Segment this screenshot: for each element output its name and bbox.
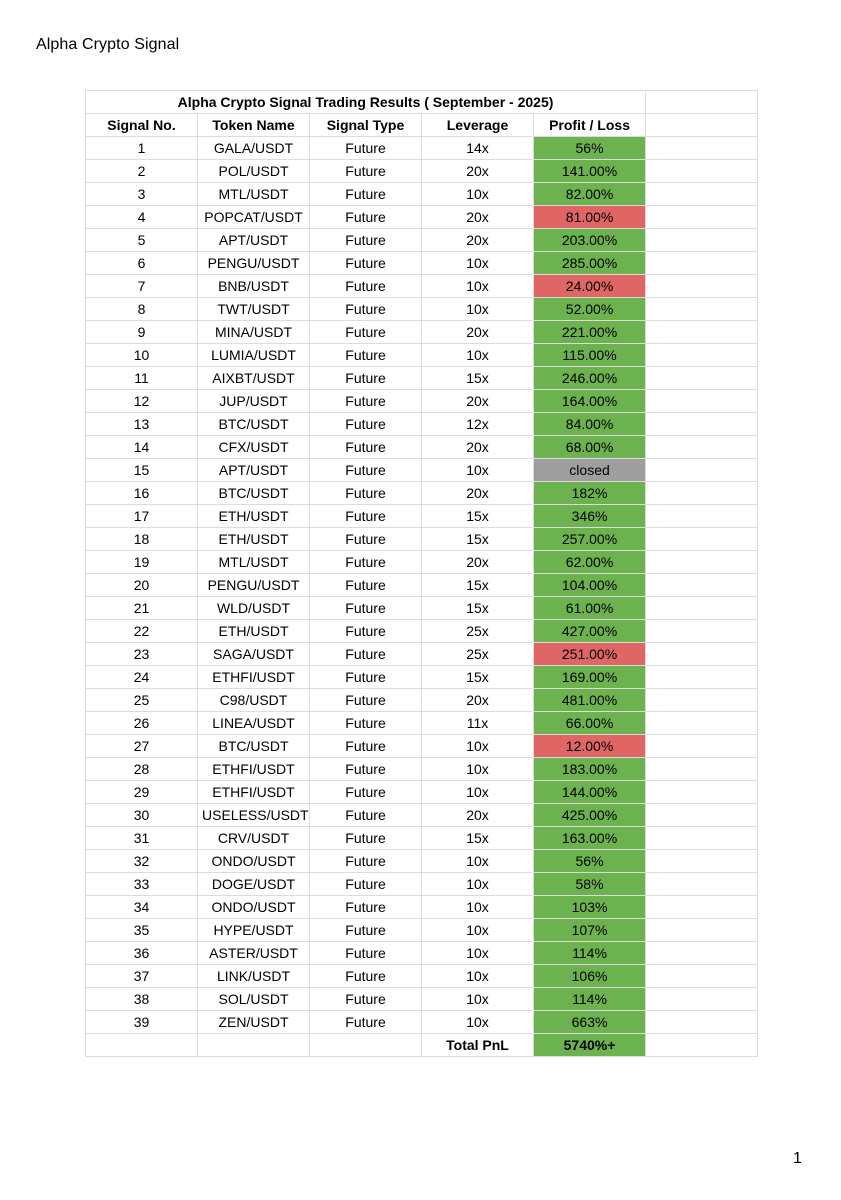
- token-name-cell: LINEA/USDT: [198, 712, 310, 735]
- empty-cell: [646, 758, 758, 781]
- signal-type-cell: Future: [310, 827, 422, 850]
- column-header-row: [86, 114, 758, 137]
- token-name-cell: CRV/USDT: [198, 827, 310, 850]
- profit-loss-cell: 84.00%: [534, 413, 646, 436]
- signal-no-cell: 20: [86, 574, 198, 597]
- total-pnl-label: Total PnL: [422, 1034, 534, 1057]
- leverage-cell: 10x: [422, 183, 534, 206]
- table-row: [86, 712, 758, 735]
- profit-loss-cell: 141.00%: [534, 160, 646, 183]
- signal-no-cell: 10: [86, 344, 198, 367]
- empty-cell: [646, 781, 758, 804]
- empty-cell: [646, 275, 758, 298]
- profit-loss-cell: 246.00%: [534, 367, 646, 390]
- empty-cell: [646, 137, 758, 160]
- signal-type-cell: Future: [310, 413, 422, 436]
- table-row: [86, 1011, 758, 1034]
- leverage-cell: 10x: [422, 965, 534, 988]
- empty-cell: [646, 620, 758, 643]
- empty-cell: [646, 206, 758, 229]
- token-name-cell: SOL/USDT: [198, 988, 310, 1011]
- token-name-cell: ETH/USDT: [198, 620, 310, 643]
- empty-cell: [646, 942, 758, 965]
- table-row: [86, 344, 758, 367]
- signal-type-cell: Future: [310, 873, 422, 896]
- empty-cell: [646, 367, 758, 390]
- empty-cell: [646, 919, 758, 942]
- table-row: [86, 505, 758, 528]
- signal-no-cell: 19: [86, 551, 198, 574]
- table-row: [86, 896, 758, 919]
- signal-type-cell: Future: [310, 183, 422, 206]
- profit-loss-cell: 663%: [534, 1011, 646, 1034]
- table-row: [86, 965, 758, 988]
- token-name-cell: TWT/USDT: [198, 298, 310, 321]
- empty-cell: [646, 344, 758, 367]
- profit-loss-cell: 427.00%: [534, 620, 646, 643]
- empty-cell: [646, 666, 758, 689]
- signal-type-cell: Future: [310, 344, 422, 367]
- token-name-cell: BTC/USDT: [198, 482, 310, 505]
- empty-cell: [198, 1034, 310, 1057]
- table-row: [86, 137, 758, 160]
- leverage-cell: 10x: [422, 344, 534, 367]
- token-name-cell: BTC/USDT: [198, 413, 310, 436]
- results-table: [85, 90, 758, 1057]
- profit-loss-cell: 257.00%: [534, 528, 646, 551]
- signal-type-cell: Future: [310, 137, 422, 160]
- leverage-cell: 11x: [422, 712, 534, 735]
- profit-loss-cell: 68.00%: [534, 436, 646, 459]
- table-row: [86, 390, 758, 413]
- table-row: [86, 873, 758, 896]
- signal-no-cell: 3: [86, 183, 198, 206]
- table-row: [86, 482, 758, 505]
- signal-type-cell: Future: [310, 160, 422, 183]
- empty-cell: [646, 321, 758, 344]
- leverage-cell: 15x: [422, 528, 534, 551]
- profit-loss-cell: 114%: [534, 988, 646, 1011]
- token-name-cell: ETH/USDT: [198, 528, 310, 551]
- signal-no-cell: 12: [86, 390, 198, 413]
- column-header-signal-no: Signal No.: [86, 114, 198, 137]
- signal-type-cell: Future: [310, 758, 422, 781]
- signal-type-cell: Future: [310, 643, 422, 666]
- table-row: [86, 850, 758, 873]
- signal-type-cell: Future: [310, 942, 422, 965]
- token-name-cell: POPCAT/USDT: [198, 206, 310, 229]
- empty-cell: [646, 436, 758, 459]
- token-name-cell: ETHFI/USDT: [198, 666, 310, 689]
- leverage-cell: 20x: [422, 390, 534, 413]
- empty-cell: [310, 1034, 422, 1057]
- empty-cell: [646, 298, 758, 321]
- signal-type-cell: Future: [310, 459, 422, 482]
- signal-no-cell: 21: [86, 597, 198, 620]
- token-name-cell: MTL/USDT: [198, 183, 310, 206]
- token-name-cell: BTC/USDT: [198, 735, 310, 758]
- table-row: [86, 689, 758, 712]
- table-row: [86, 298, 758, 321]
- profit-loss-cell: 114%: [534, 942, 646, 965]
- signal-no-cell: 6: [86, 252, 198, 275]
- leverage-cell: 15x: [422, 666, 534, 689]
- signal-type-cell: Future: [310, 988, 422, 1011]
- table-row: [86, 643, 758, 666]
- empty-cell: [646, 988, 758, 1011]
- signal-no-cell: 31: [86, 827, 198, 850]
- signal-type-cell: Future: [310, 735, 422, 758]
- leverage-cell: 10x: [422, 758, 534, 781]
- table-row: [86, 459, 758, 482]
- signal-no-cell: 24: [86, 666, 198, 689]
- token-name-cell: DOGE/USDT: [198, 873, 310, 896]
- column-header-token-name: Token Name: [198, 114, 310, 137]
- table-row: [86, 919, 758, 942]
- leverage-cell: 15x: [422, 827, 534, 850]
- profit-loss-cell: 58%: [534, 873, 646, 896]
- signal-no-cell: 35: [86, 919, 198, 942]
- signal-no-cell: 26: [86, 712, 198, 735]
- profit-loss-cell: 183.00%: [534, 758, 646, 781]
- empty-cell: [646, 965, 758, 988]
- signal-no-cell: 34: [86, 896, 198, 919]
- token-name-cell: JUP/USDT: [198, 390, 310, 413]
- signal-no-cell: 11: [86, 367, 198, 390]
- token-name-cell: PENGU/USDT: [198, 252, 310, 275]
- profit-loss-cell: 24.00%: [534, 275, 646, 298]
- signal-no-cell: 22: [86, 620, 198, 643]
- empty-cell: [646, 459, 758, 482]
- column-header-signal-type: Signal Type: [310, 114, 422, 137]
- empty-cell: [646, 505, 758, 528]
- column-header-leverage: Leverage: [422, 114, 534, 137]
- signal-type-cell: Future: [310, 436, 422, 459]
- signal-no-cell: 25: [86, 689, 198, 712]
- table-row: [86, 229, 758, 252]
- signal-type-cell: Future: [310, 367, 422, 390]
- signal-type-cell: Future: [310, 252, 422, 275]
- table-row: [86, 827, 758, 850]
- profit-loss-cell: 61.00%: [534, 597, 646, 620]
- profit-loss-cell: 103%: [534, 896, 646, 919]
- empty-cell: [646, 183, 758, 206]
- signal-type-cell: Future: [310, 620, 422, 643]
- signal-type-cell: Future: [310, 965, 422, 988]
- leverage-cell: 20x: [422, 689, 534, 712]
- leverage-cell: 25x: [422, 620, 534, 643]
- empty-cell: [646, 689, 758, 712]
- table-row: [86, 367, 758, 390]
- profit-loss-cell: 12.00%: [534, 735, 646, 758]
- signal-type-cell: Future: [310, 666, 422, 689]
- leverage-cell: 10x: [422, 988, 534, 1011]
- token-name-cell: APT/USDT: [198, 229, 310, 252]
- signal-no-cell: 4: [86, 206, 198, 229]
- empty-cell: [646, 551, 758, 574]
- leverage-cell: 10x: [422, 298, 534, 321]
- token-name-cell: BNB/USDT: [198, 275, 310, 298]
- profit-loss-cell: 163.00%: [534, 827, 646, 850]
- token-name-cell: AIXBT/USDT: [198, 367, 310, 390]
- table-row: [86, 620, 758, 643]
- token-name-cell: ONDO/USDT: [198, 896, 310, 919]
- table-row: [86, 551, 758, 574]
- profit-loss-cell: 56%: [534, 850, 646, 873]
- leverage-cell: 10x: [422, 275, 534, 298]
- table-body: [86, 137, 758, 1034]
- signal-no-cell: 7: [86, 275, 198, 298]
- token-name-cell: LINK/USDT: [198, 965, 310, 988]
- empty-cell: [646, 850, 758, 873]
- leverage-cell: 10x: [422, 252, 534, 275]
- profit-loss-cell: 104.00%: [534, 574, 646, 597]
- empty-cell: [86, 1034, 198, 1057]
- signal-type-cell: Future: [310, 896, 422, 919]
- empty-cell: [646, 896, 758, 919]
- profit-loss-cell: 203.00%: [534, 229, 646, 252]
- token-name-cell: WLD/USDT: [198, 597, 310, 620]
- leverage-cell: 15x: [422, 574, 534, 597]
- signal-no-cell: 13: [86, 413, 198, 436]
- token-name-cell: HYPE/USDT: [198, 919, 310, 942]
- leverage-cell: 12x: [422, 413, 534, 436]
- profit-loss-cell: 144.00%: [534, 781, 646, 804]
- signal-type-cell: Future: [310, 597, 422, 620]
- leverage-cell: 20x: [422, 804, 534, 827]
- signal-no-cell: 1: [86, 137, 198, 160]
- leverage-cell: 20x: [422, 551, 534, 574]
- signal-no-cell: 38: [86, 988, 198, 1011]
- signal-no-cell: 15: [86, 459, 198, 482]
- signal-type-cell: Future: [310, 206, 422, 229]
- token-name-cell: GALA/USDT: [198, 137, 310, 160]
- leverage-cell: 20x: [422, 229, 534, 252]
- leverage-cell: 20x: [422, 321, 534, 344]
- profit-loss-cell: 425.00%: [534, 804, 646, 827]
- profit-loss-cell: 52.00%: [534, 298, 646, 321]
- empty-cell: [646, 160, 758, 183]
- signal-no-cell: 16: [86, 482, 198, 505]
- leverage-cell: 10x: [422, 850, 534, 873]
- leverage-cell: 10x: [422, 1011, 534, 1034]
- signal-type-cell: Future: [310, 321, 422, 344]
- leverage-cell: 10x: [422, 919, 534, 942]
- empty-cell: [646, 735, 758, 758]
- column-header-profit-loss: Profit / Loss: [534, 114, 646, 137]
- table-row: [86, 804, 758, 827]
- profit-loss-cell: 346%: [534, 505, 646, 528]
- empty-cell: [646, 712, 758, 735]
- signal-type-cell: Future: [310, 229, 422, 252]
- empty-cell: [646, 643, 758, 666]
- total-row: [86, 1034, 758, 1057]
- empty-cell: [646, 873, 758, 896]
- leverage-cell: 10x: [422, 896, 534, 919]
- document-header: Alpha Crypto Signal: [36, 36, 180, 53]
- signal-type-cell: Future: [310, 1011, 422, 1034]
- leverage-cell: 10x: [422, 781, 534, 804]
- signal-no-cell: 39: [86, 1011, 198, 1034]
- leverage-cell: 25x: [422, 643, 534, 666]
- profit-loss-cell: 56%: [534, 137, 646, 160]
- signal-type-cell: Future: [310, 574, 422, 597]
- token-name-cell: C98/USDT: [198, 689, 310, 712]
- profit-loss-cell: 115.00%: [534, 344, 646, 367]
- signal-no-cell: 28: [86, 758, 198, 781]
- signal-type-cell: Future: [310, 482, 422, 505]
- total-pnl-value: 5740%+: [534, 1034, 646, 1057]
- signal-no-cell: 36: [86, 942, 198, 965]
- empty-cell: [646, 827, 758, 850]
- empty-cell: [646, 390, 758, 413]
- leverage-cell: 15x: [422, 505, 534, 528]
- profit-loss-cell: 285.00%: [534, 252, 646, 275]
- signal-no-cell: 2: [86, 160, 198, 183]
- signal-no-cell: 30: [86, 804, 198, 827]
- token-name-cell: ETHFI/USDT: [198, 758, 310, 781]
- profit-loss-cell: 66.00%: [534, 712, 646, 735]
- leverage-cell: 20x: [422, 160, 534, 183]
- empty-cell: [646, 229, 758, 252]
- empty-cell: [646, 804, 758, 827]
- signal-no-cell: 9: [86, 321, 198, 344]
- token-name-cell: LUMIA/USDT: [198, 344, 310, 367]
- page-number: 1: [793, 1150, 802, 1167]
- leverage-cell: 14x: [422, 137, 534, 160]
- table-row: [86, 758, 758, 781]
- token-name-cell: APT/USDT: [198, 459, 310, 482]
- signal-type-cell: Future: [310, 298, 422, 321]
- empty-cell: [646, 114, 758, 137]
- profit-loss-cell: 221.00%: [534, 321, 646, 344]
- signal-no-cell: 37: [86, 965, 198, 988]
- profit-loss-cell: closed: [534, 459, 646, 482]
- table-row: [86, 735, 758, 758]
- table-row: [86, 988, 758, 1011]
- profit-loss-cell: 169.00%: [534, 666, 646, 689]
- table-row: [86, 574, 758, 597]
- profit-loss-cell: 81.00%: [534, 206, 646, 229]
- empty-cell: [646, 91, 758, 114]
- leverage-cell: 20x: [422, 206, 534, 229]
- table-title-row: [86, 91, 758, 114]
- signal-type-cell: Future: [310, 505, 422, 528]
- token-name-cell: ONDO/USDT: [198, 850, 310, 873]
- empty-cell: [646, 528, 758, 551]
- leverage-cell: 15x: [422, 597, 534, 620]
- table-row: [86, 206, 758, 229]
- table-row: [86, 666, 758, 689]
- signal-no-cell: 27: [86, 735, 198, 758]
- empty-cell: [646, 413, 758, 436]
- profit-loss-cell: 82.00%: [534, 183, 646, 206]
- signal-no-cell: 5: [86, 229, 198, 252]
- signal-no-cell: 8: [86, 298, 198, 321]
- table-row: [86, 781, 758, 804]
- signal-type-cell: Future: [310, 804, 422, 827]
- table-row: [86, 275, 758, 298]
- token-name-cell: ZEN/USDT: [198, 1011, 310, 1034]
- leverage-cell: 20x: [422, 436, 534, 459]
- table-row: [86, 252, 758, 275]
- leverage-cell: 10x: [422, 735, 534, 758]
- leverage-cell: 15x: [422, 367, 534, 390]
- signal-type-cell: Future: [310, 551, 422, 574]
- signal-no-cell: 23: [86, 643, 198, 666]
- table-row: [86, 436, 758, 459]
- empty-cell: [646, 574, 758, 597]
- table-row: [86, 183, 758, 206]
- token-name-cell: PENGU/USDT: [198, 574, 310, 597]
- signal-no-cell: 14: [86, 436, 198, 459]
- empty-cell: [646, 1034, 758, 1057]
- signal-no-cell: 29: [86, 781, 198, 804]
- leverage-cell: 10x: [422, 942, 534, 965]
- token-name-cell: USELESS/USDT: [198, 804, 310, 827]
- table-row: [86, 413, 758, 436]
- signal-no-cell: 32: [86, 850, 198, 873]
- profit-loss-cell: 164.00%: [534, 390, 646, 413]
- token-name-cell: ASTER/USDT: [198, 942, 310, 965]
- signal-type-cell: Future: [310, 712, 422, 735]
- signal-no-cell: 18: [86, 528, 198, 551]
- signal-no-cell: 33: [86, 873, 198, 896]
- table-row: [86, 321, 758, 344]
- token-name-cell: POL/USDT: [198, 160, 310, 183]
- profit-loss-cell: 106%: [534, 965, 646, 988]
- table-row: [86, 160, 758, 183]
- signal-type-cell: Future: [310, 390, 422, 413]
- leverage-cell: 10x: [422, 873, 534, 896]
- signal-type-cell: Future: [310, 689, 422, 712]
- table-title: Alpha Crypto Signal Trading Results ( September - 2025): [86, 91, 646, 114]
- signal-type-cell: Future: [310, 919, 422, 942]
- token-name-cell: SAGA/USDT: [198, 643, 310, 666]
- token-name-cell: MTL/USDT: [198, 551, 310, 574]
- profit-loss-cell: 481.00%: [534, 689, 646, 712]
- token-name-cell: ETHFI/USDT: [198, 781, 310, 804]
- empty-cell: [646, 482, 758, 505]
- signal-type-cell: Future: [310, 275, 422, 298]
- signal-type-cell: Future: [310, 528, 422, 551]
- table-row: [86, 597, 758, 620]
- profit-loss-cell: 62.00%: [534, 551, 646, 574]
- token-name-cell: MINA/USDT: [198, 321, 310, 344]
- table-row: [86, 528, 758, 551]
- profit-loss-cell: 182%: [534, 482, 646, 505]
- empty-cell: [646, 1011, 758, 1034]
- token-name-cell: ETH/USDT: [198, 505, 310, 528]
- token-name-cell: CFX/USDT: [198, 436, 310, 459]
- profit-loss-cell: 107%: [534, 919, 646, 942]
- leverage-cell: 10x: [422, 459, 534, 482]
- empty-cell: [646, 252, 758, 275]
- signal-type-cell: Future: [310, 781, 422, 804]
- signal-type-cell: Future: [310, 850, 422, 873]
- signal-no-cell: 17: [86, 505, 198, 528]
- profit-loss-cell: 251.00%: [534, 643, 646, 666]
- leverage-cell: 20x: [422, 482, 534, 505]
- table-row: [86, 942, 758, 965]
- empty-cell: [646, 597, 758, 620]
